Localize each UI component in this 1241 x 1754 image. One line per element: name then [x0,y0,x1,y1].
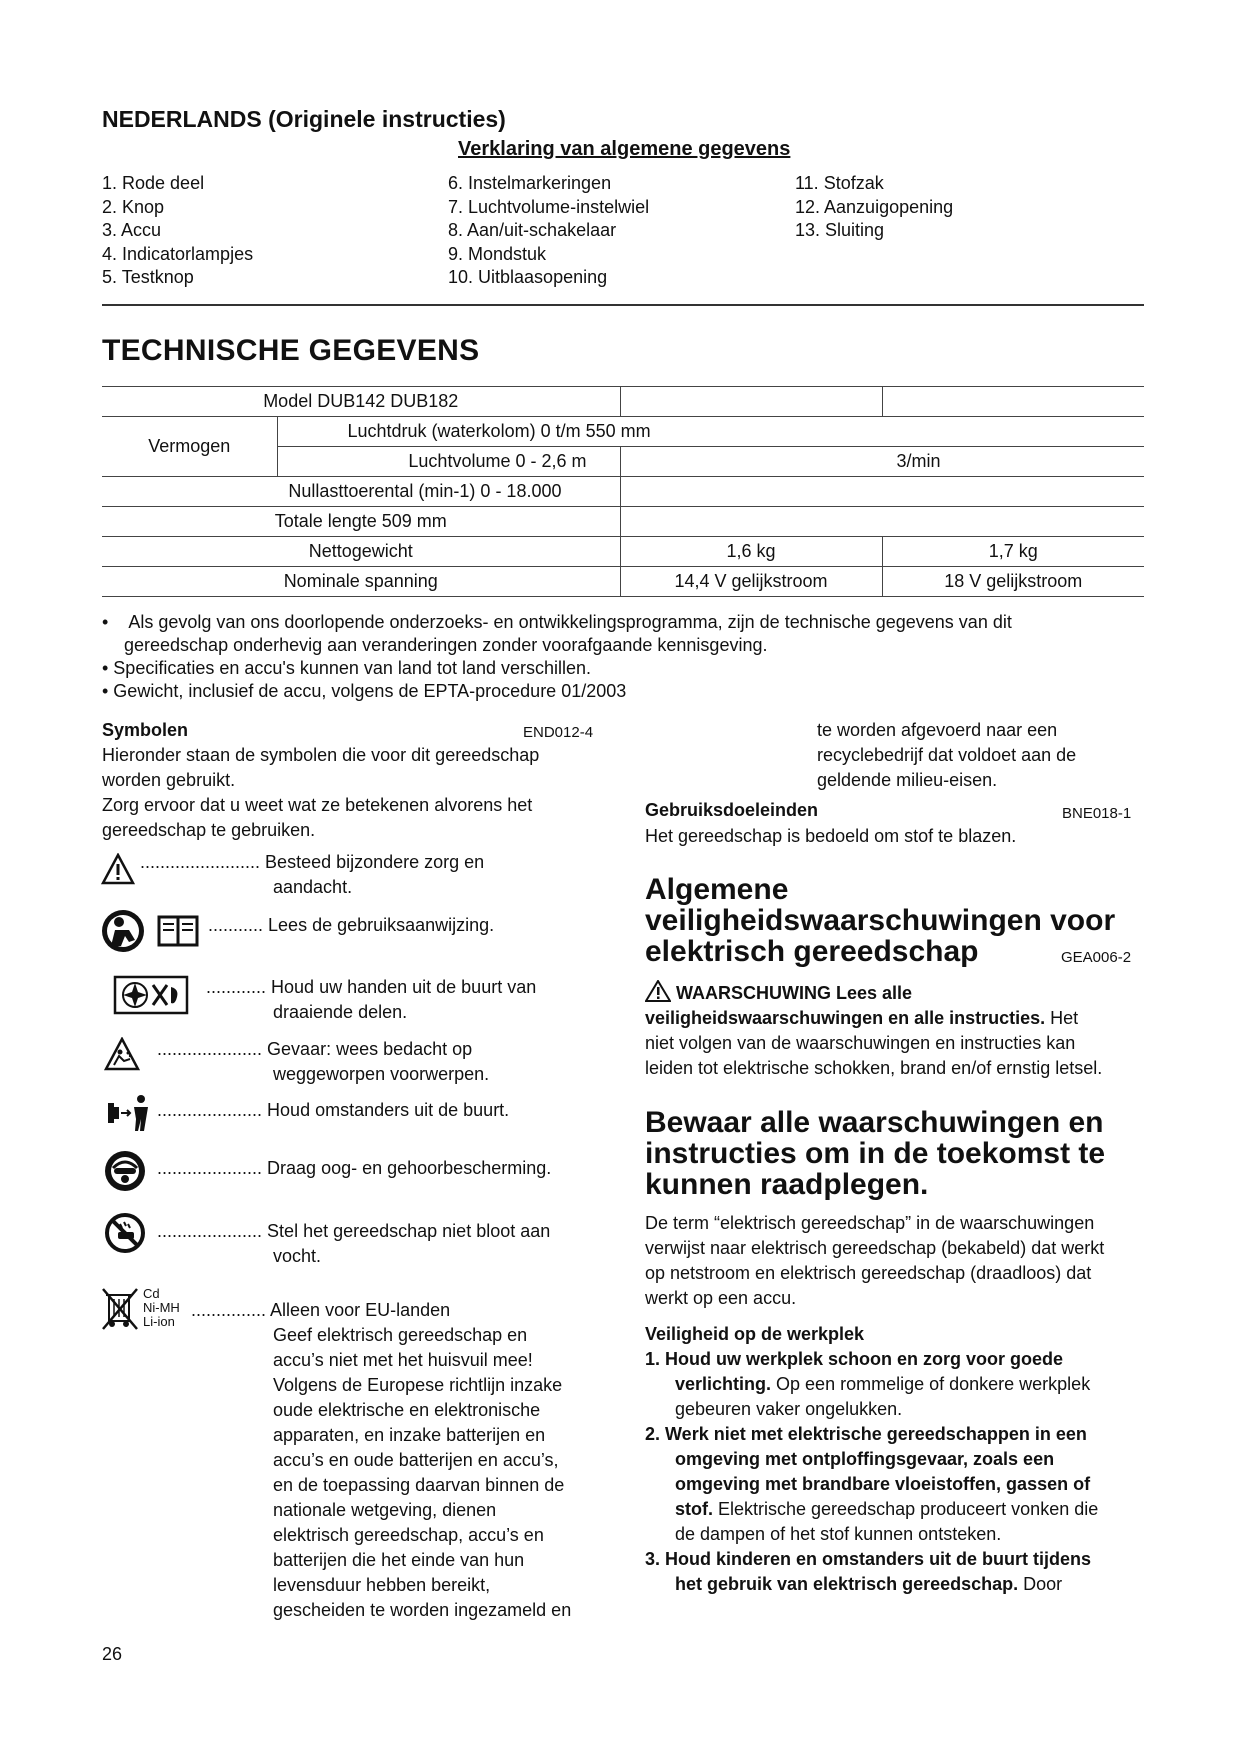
gebruik-title: Gebruiksdoeleinden [645,800,819,820]
warning-paragraph: WAARSCHUWING Lees alle veiligheidswaarschuwingen en alle instructies. Het niet volgen van de waarschuwingen en instructies kan leiden tot elektrische schokken, brand en/of ernstig letsel. [645,980,1145,1081]
language-title: NEDERLANDS (Originele instructies) [102,106,506,132]
list-item: 6. Instelmarkeringen [448,173,612,193]
list-item: 12. Aanzuigopening [795,196,954,217]
symbol-item-eu: ............... Alleen voor EU-landen [191,1300,451,1320]
alg-code: GEA006-2 [1061,949,1132,966]
crossed-bin-icon [101,1287,141,1331]
spec-table [102,386,1144,597]
spec-luchtvolume-unit: 3/min [620,447,1144,477]
note-item: • Als gevolg van ons doorlopende onderzoeks- en ontwikkelingsprogramma, zijn de technische gegevens van dit [102,612,1012,632]
list-item: 5. Testknop [102,267,194,287]
spec-lengte: Totale lengte 509 mm [102,507,620,537]
spec-spanning-label: Nominale spanning [102,567,620,597]
eye-ear-protection-icon [104,1150,146,1192]
bystanders-icon [106,1093,152,1133]
note-item: • Specificaties en accu's kunnen van land tot land verschillen. [102,658,592,678]
warning-triangle-icon [645,980,671,1002]
list-item: 8. Aan/uit-schakelaar [448,220,617,240]
spec-luchtvolume: Luchtvolume 0 - 2,6 m [277,447,620,477]
list-item: 13. Sluiting [795,220,885,240]
list-item: 3. Houd kinderen en omstanders uit de buurt tijdens [645,1549,1092,1569]
list-item: 1. Rode deel [102,173,205,193]
term-paragraph: De term “elektrisch gereedschap” in de waarschuwingen verwijst naar elektrisch gereedschap (bekabeld) dat werkt op netstroom en elektrisch gereedschap (draadloos) dat werkt op een accu. [645,1213,1105,1308]
thrown-objects-icon [104,1037,140,1071]
alg-heading: Algemene veiligheidswaarschuwingen voor elektrisch gereedschap [645,873,1116,968]
parts-list-col3 [795,172,953,243]
list-item: 2. Knop [102,196,165,217]
safety-list: 1. Houd uw werkplek schoon en zorg voor goede verlichting. Op een rommelige of donkere werkplek gebeuren vaker ongelukken. 2. Werk niet met elektrische gereedschappen in een omgeving met ontploffingsgevaar, zoals een omgeving met brandbare vloeistoffen, gassen of stof. Elektrische gereedschap produceert vonken die de dampen of het stof kunnen ontsteken. 3. Houd kinderen en omstanders uit de buurt tijdens het gebruik van elektrisch gereedschap. Door [645,1347,1145,1597]
symbol-item-attention: ........................ Besteed bijzondere zorg en aandacht. [140,852,485,897]
read-manual-icon [101,908,201,954]
list-item: 7. Luchtvolume-instelwiel [448,196,650,217]
symbolen-code: END012-4 [523,724,594,741]
spec-notes [102,611,1142,703]
divider [102,304,1144,306]
symbol-item-moisture: ..................... Stel het gereedschap niet bloot aan vocht. [157,1221,551,1266]
gebruik-code: BNE018-1 [1062,805,1132,822]
spec-nullast: Nullasttoerental (min-1) 0 - 18.000 [102,477,620,507]
symbol-item-bystanders: ..................... Houd omstanders uit de buurt. [157,1100,510,1120]
veilig-title: Veiligheid op de werkplek [645,1324,865,1344]
no-moisture-icon [104,1212,146,1254]
symbol-item-rotating: ............ Houd uw handen uit de buurt van draaiende delen. [206,977,537,1022]
spec-netto-label: Nettogewicht [102,537,620,567]
list-item: 10. Uitblaasopening [448,267,608,287]
gebruik-text: Het gereedschap is bedoeld om stof te blazen. [645,826,1017,846]
spec-luchtdruk: Luchtdruk (waterkolom) 0 t/m 550 mm [277,417,1144,447]
symbol-item-thrown: ..................... Gevaar: wees bedacht op weggeworpen voorwerpen. [157,1039,490,1084]
symbolen-intro: Hieronder staan de symbolen die voor dit gereedschap worden gebruikt. Zorg ervoor dat u weet wat ze betekenen alvorens het gereedschap te gebruiken. [102,745,540,840]
symbol-item-manual: ........... Lees de gebruiksaanwijzing. [208,915,495,935]
warning-triangle-icon [101,853,135,885]
note-item: gereedschap onderhevig aan veranderingen zonder voorafgaande kennisgeving. [124,635,768,655]
table-row [102,387,1144,417]
parts-list-col2 [448,172,649,290]
rotating-parts-icon [113,975,189,1015]
eu-disposal-text: Geef elektrisch gereedschap en accu’s niet met het huisvuil mee! Volgens de Europese richtlijn inzake oude elektrische en elektronische apparaten, en inzake batterijen en accu’s en oude batterijen en accu’s, en de toepassing daarvan binnen de nationale wetgeving, dienen elektrisch gereedschap, accu’s en batterijen die het einde van hun levensduur hebben bereikt, gescheiden te worden ingezameld en [273,1325,572,1620]
spec-vermogen: Vermogen [102,417,277,477]
symbol-item-protection: ..................... Draag oog- en gehoorbescherming. [157,1158,552,1178]
list-item: 9. Mondstuk [448,243,547,264]
list-item: 4. Indicatorlampjes [102,243,254,264]
note-item: • Gewicht, inclusief de accu, volgens de EPTA-procedure 01/2003 [102,681,627,701]
bewaar-heading: Bewaar alle waarschuwingen en instructies om in de toekomst te kunnen raadplegen. [645,1106,1106,1201]
spec-netto-2: 1,7 kg [882,537,1144,567]
symbolen-title: Symbolen [102,720,189,740]
list-item: 1. Houd uw werkplek schoon en zorg voor goede [645,1349,1064,1369]
list-item: 11. Stofzak [795,173,884,193]
spec-spanning-2: 18 V gelijkstroom [882,567,1144,597]
spec-model: Model DUB142 DUB182 [102,387,620,417]
battery-type-labels: Cd Ni-MH Li-ion [143,1286,180,1329]
subtitle: Verklaring van algemene gegevens [458,138,791,160]
table-row [102,417,1144,447]
eu-disposal-continued: te worden afgevoerd naar een recyclebedrijf dat voldoet aan de geldende milieu-eisen. [817,720,1077,790]
parts-list-col1 [102,172,253,290]
table-row [102,507,1144,537]
tech-title: TECHNISCHE GEGEVENS [102,334,480,367]
page-number: 26 [102,1644,123,1664]
spec-netto-1: 1,6 kg [620,537,882,567]
list-item: 2. Werk niet met elektrische gereedschappen in een [645,1424,1087,1444]
table-row [102,477,1144,507]
spec-spanning-1: 14,4 V gelijkstroom [620,567,882,597]
list-item: 3. Accu [102,220,162,240]
table-row [102,567,1144,597]
table-row [102,537,1144,567]
